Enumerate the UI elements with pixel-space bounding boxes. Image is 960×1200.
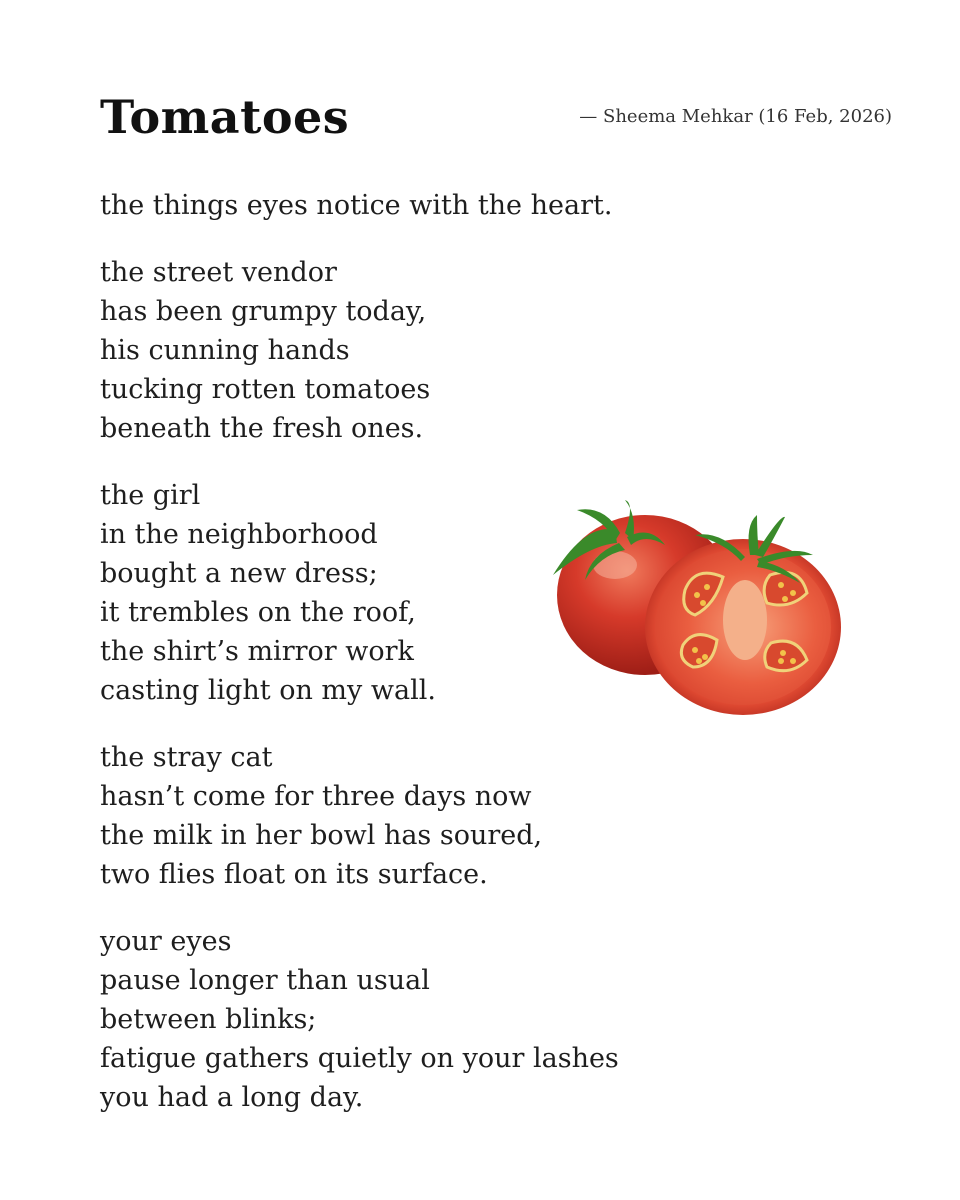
poem-line: you had a long day. bbox=[100, 1082, 364, 1113]
poem-line: has been grumpy today, bbox=[100, 296, 427, 327]
poem-line: bought a new dress; bbox=[100, 558, 378, 589]
poem-line: beneath the fresh ones. bbox=[100, 413, 424, 444]
poem-line: pause longer than usual bbox=[100, 965, 430, 996]
poem-line: the stray cat bbox=[100, 742, 273, 773]
tomato-icon bbox=[545, 405, 865, 825]
stanza bbox=[100, 922, 700, 1117]
poem-line: it trembles on the roof, bbox=[100, 597, 416, 628]
poem-line: the shirt’s mirror work bbox=[100, 636, 414, 667]
poem-line: fatigue gathers quietly on your lashes bbox=[100, 1043, 619, 1074]
poem-line: his cunning hands bbox=[100, 335, 350, 366]
poem-line: between blinks; bbox=[100, 1004, 317, 1035]
poem-line: the things eyes notice with the heart. bbox=[100, 190, 613, 221]
poem-line: hasn’t come for three days now bbox=[100, 781, 532, 812]
poem-line: the girl bbox=[100, 480, 201, 511]
poem-line: your eyes bbox=[100, 926, 232, 957]
poem-line: two flies float on its surface. bbox=[100, 859, 488, 890]
stanza bbox=[100, 186, 700, 225]
poem-line: the street vendor bbox=[100, 257, 337, 288]
poem-line: casting light on my wall. bbox=[100, 675, 436, 706]
poem-line: tucking rotten tomatoes bbox=[100, 374, 431, 405]
poem-line: in the neighborhood bbox=[100, 519, 378, 550]
poem-title: Tomatoes bbox=[100, 90, 350, 144]
author-byline: — Sheema Mehkar (16 Feb, 2026) bbox=[579, 106, 892, 127]
tomato-illustration bbox=[545, 405, 865, 825]
poem-line: the milk in her bowl has soured, bbox=[100, 820, 543, 851]
